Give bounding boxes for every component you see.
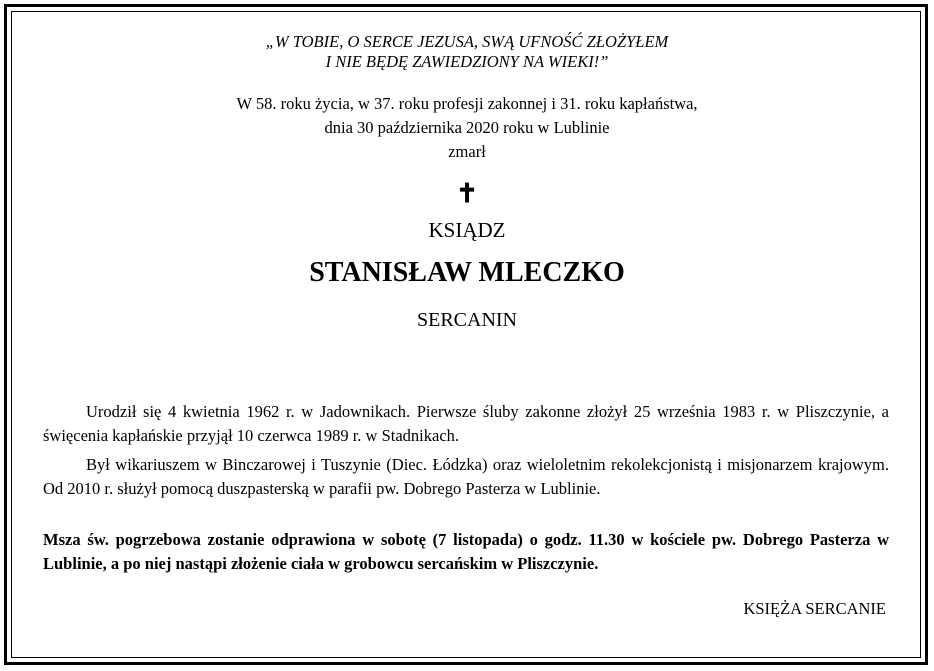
motto-line-1: „W TOBIE, O SERCE JEZUSA, SWĄ UFNOŚĆ ZŁOŻYŁEM [265,32,669,51]
intro-line-2: dnia 30 października 2020 roku w Lublinie [324,118,610,137]
funeral-info: Msza św. pogrzebowa zostanie odprawiona w sobotę (7 listopada) o godz. 11.30 w kościele pw. Dobrego Pasterza w Lublinie, a po niej nastąpi złożenie ciała w grobowcu sercańskim w Pliszczynie. [43,530,889,573]
clerical-title: KSIĄDZ [428,218,506,242]
deceased-name: STANISŁAW MLECZKO [309,257,625,288]
cross-icon: ✝ [456,179,478,208]
bio-paragraph-2: Był wikariuszem w Binczarowej i Tuszynie (Diec. Łódzka) oraz wieloletnim rekolekcjonistą i misjonarzem krajowym. Od 2010 r. służył pomocą duszpasterską w parafii pw. Dobrego Pasterza w Lublinie. [43,455,889,498]
intro-line-3: zmarł [448,142,486,161]
death-announcement [0,92,934,164]
religious-order: SERCANIN [416,309,517,331]
signature: KSIĘŻA SERCANIE [743,599,886,618]
intro-line-1: W 58. roku życia, w 37. roku profesji zakonnej i 31. roku kapłaństwa, [236,94,698,113]
motto [0,32,934,72]
motto-line-2: I NIE BĘDĘ ZAWIEDZIONY NA WIEKI!” [325,52,609,71]
bio-paragraph-1: Urodził się 4 kwietnia 1962 r. w Jadownikach. Pierwsze śluby zakonne złożył 25 września 1983 r. w Pliszczynie, a święcenia kapłańskie przyjął 10 czerwca 1989 r. w Stadnikach. [43,402,889,445]
